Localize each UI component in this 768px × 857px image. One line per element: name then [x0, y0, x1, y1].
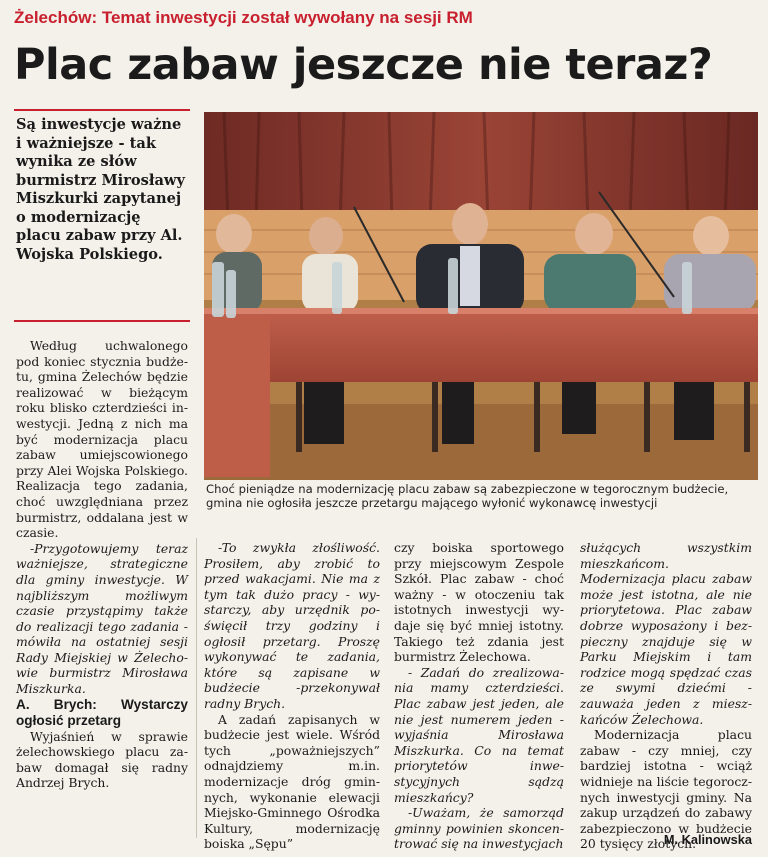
lead-bottom-rule	[14, 320, 190, 322]
column-2	[204, 540, 380, 852]
col3-paragraph-3: -Uważam, że samorząd gminny powinien skoncentrować się na inwestycjach	[394, 805, 564, 852]
col1-paragraph-2: -Przygotowujemy teraz ważniejsze, strategiczne dla gminy inwestycje. W najbliższym możliwym czasie przystąpimy także do realizacji tego zadania -mówiła na ostatniej sesji Rady Miejskiej w Żelechowie burmistrz Mirosława Miszkurka.	[16, 540, 188, 697]
column-1	[16, 338, 188, 791]
col4-paragraph-1: służących wszystkim mieszkańcom. Modernizacja placu zabaw może jest istotna, ale nie priorytetowa. Plac zabaw dobrze wyposażony i bezpieczny znajduje się w Parku Miejskim i tam rodzice mogą spędzać czas ze swymi dziećmi - zauważa jeden z mieszkańców Żelechowa.	[580, 540, 752, 727]
column-3	[394, 540, 564, 852]
article-kicker: Żelechów: Temat inwestycji został wywołany na sesji RM	[14, 8, 473, 27]
article-photo	[204, 112, 758, 480]
photo-caption: Choć pieniądze na modernizację placu zabaw są zabezpieczone w tegorocznym budżecie, gmina nie ogłosiła jeszcze przetargu mającego wyłonić wykonawcę inwestycji	[206, 482, 729, 510]
col2-paragraph-1: -To zwykła złośliwość. Prosiłem, aby zrobić to przed wakacjami. Nie ma z tym tak dużo pracy - wystarczy, aby urzędnik poświęcił trzy godziny i ogłosił przetarg. Proszę wykonywać te zadania, które są zapisane w budżecie -przekonywał radny Brych.	[204, 540, 380, 711]
article-headline: Plac zabaw jeszcze nie teraz?	[14, 40, 713, 90]
col1-subheading: A. Brych: Wystarczy ogłosić przetarg	[16, 696, 188, 728]
col3-paragraph-2: - Zadań do zrealizowania mamy czterdzieści. Plac zabaw jest jeden, ale nie jest numerem jeden -wyjaśnia Mirosława Miszkurka. Co na temat priorytetów inwestycyjnych sądzą mieszkańcy?	[394, 664, 564, 805]
col1-paragraph-1: Według uchwalonego pod koniec stycznia budżetu, gmina Żelechów będzie realizować w bieżącym roku blisko czterdzieści inwestycji. Jedną z nich ma być modernizacja placu zabaw umiejscowionego przy Alei Wojska Polskiego. Realizacja tego zadania, choć uwzględniana przez burmistrz, oddalana jest w czasie.	[16, 338, 188, 541]
col4-paragraph-2: Modernizacja placu zabaw - czy mniej, czy bardziej istotna - wciąż widnieje na liście tegorocznych inwestycji gminy. Na zakup urządzeń do zabawy zabezpieczono w budżecie 20 tysięcy złotych.	[580, 727, 752, 852]
column-4	[580, 540, 752, 852]
col1-paragraph-3: Wyjaśnień w sprawie żelechowskiego placu zabaw domagał się radny Andrzej Brych.	[16, 728, 188, 791]
col2-paragraph-2: A zadań zapisanych w budżecie jest wiele. Wśród tych „poważniejszych” odnajdziemy m.in. modernizacje dróg gminnych, wykonanie elewacji Miejsko-Gminnego Ośrodka Kultury, modernizację boiska „Sępu”	[204, 711, 380, 852]
column-divider-1	[196, 538, 197, 838]
article-lead: Są inwestycje ważne i ważniejsze - tak wynika ze słów burmistrz Mirosławy Miszkurki zapytanej o modernizację placu zabaw przy Al. Wojska Polskiego.	[16, 116, 185, 263]
col3-paragraph-1: czy boiska sportowego przy miejscowym Zespole Szkół. Plac zabaw - choć ważny - w otoczeniu tak istotnych inwestycji wydaje się być mniej istotny. Takiego też zdania jest burmistrz Żelechowa.	[394, 540, 564, 665]
article-byline: M. Kalinowska	[663, 832, 752, 847]
council-meeting-photo	[204, 112, 758, 480]
lead-top-rule	[14, 109, 190, 111]
